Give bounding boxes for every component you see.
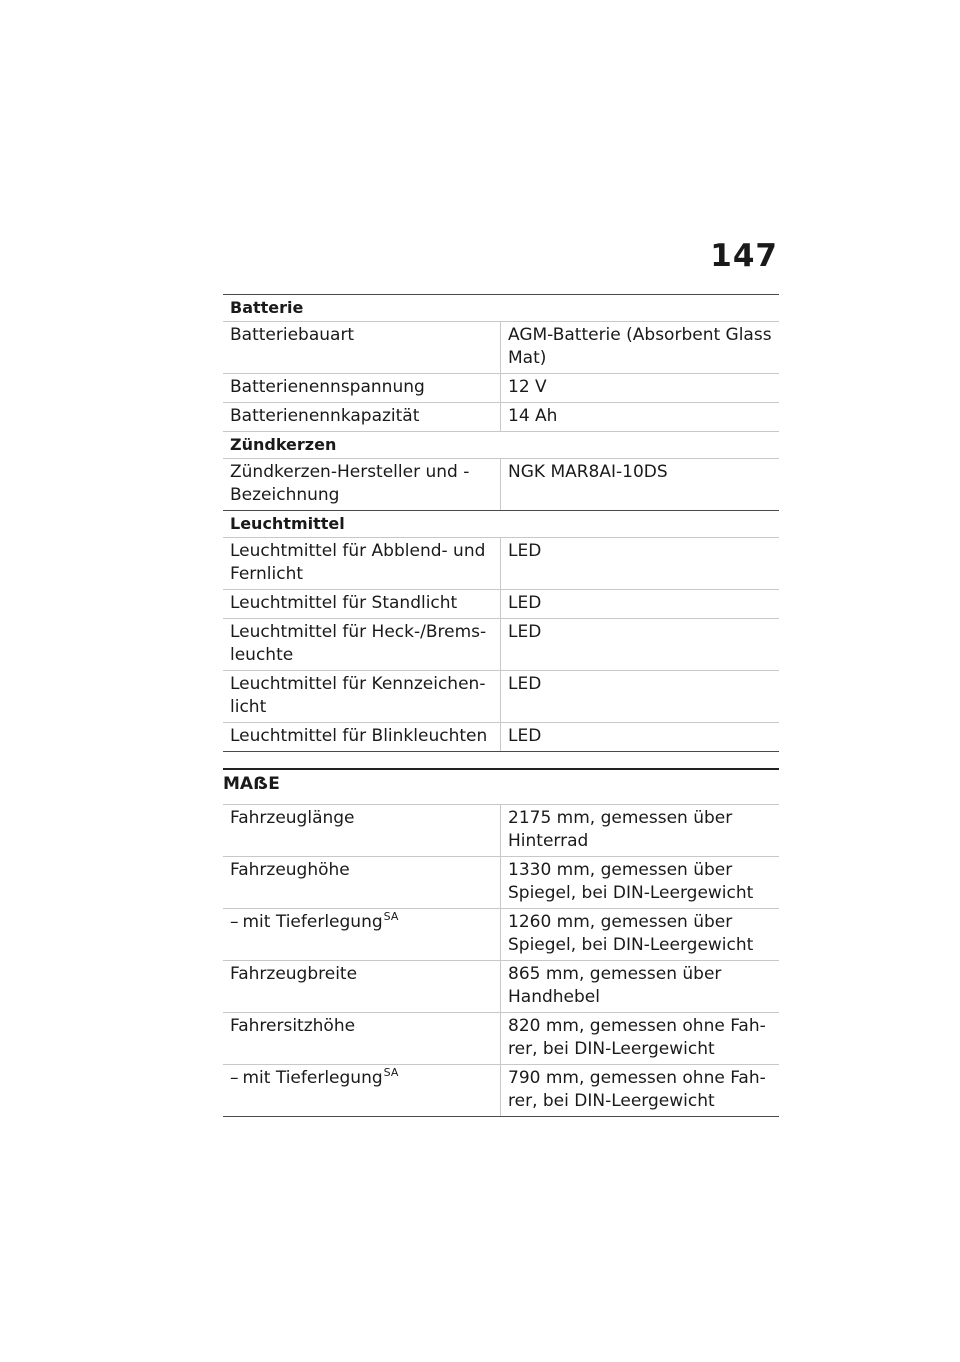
spec-key: Zündkerzen-Hersteller und -Bezeichnung [223, 459, 501, 511]
spec-key-sub [223, 1065, 501, 1117]
spec-value: 1330 mm, gemessen über Spiegel, bei DIN-Leergewicht [501, 857, 780, 909]
spec-value: LED [501, 619, 780, 671]
spec-value: 820 mm, gemessen ohne Fah-rer, bei DIN-Leergewicht [501, 1013, 780, 1065]
table-row [223, 590, 779, 619]
table-row [223, 1065, 779, 1117]
spec-key: Batterienennspannung [223, 374, 501, 403]
table-row [223, 671, 779, 723]
dash-bullet: – [230, 912, 239, 932]
spec-table-electrical [223, 294, 779, 752]
table-row [223, 1013, 779, 1065]
spec-key-text: mit Tieferlegung [242, 912, 383, 932]
table-row [223, 961, 779, 1013]
spec-key: Leuchtmittel für Abblend- und Fernlicht [223, 538, 501, 590]
spec-content [223, 294, 779, 1117]
sa-marker: SA [383, 1066, 399, 1079]
table-row [223, 374, 779, 403]
table-row [223, 805, 779, 857]
spec-value: 790 mm, gemessen ohne Fah-rer, bei DIN-Leergewicht [501, 1065, 780, 1117]
section-header-leuchtmittel [223, 511, 779, 538]
spec-value: 2175 mm, gemessen über Hinterrad [501, 805, 780, 857]
page-number: 147 [710, 238, 778, 274]
section-title: Zündkerzen [223, 432, 779, 459]
table-row [223, 538, 779, 590]
spec-key: Fahrzeughöhe [223, 857, 501, 909]
spec-key: Batteriebauart [223, 322, 501, 374]
section-header-zuendkerzen [223, 432, 779, 459]
spec-key: Fahrzeuglänge [223, 805, 501, 857]
table-row [223, 403, 779, 432]
spec-key-text: mit Tieferlegung [242, 1068, 383, 1088]
section-title: Batterie [223, 295, 779, 322]
spec-key-sub [223, 909, 501, 961]
spec-value: LED [501, 671, 780, 723]
spec-value: LED [501, 538, 780, 590]
section-heading-text: MAẞE [223, 774, 280, 794]
spec-key: Fahrzeugbreite [223, 961, 501, 1013]
spec-key: Fahrersitzhöhe [223, 1013, 501, 1065]
table-row [223, 723, 779, 752]
spec-value: LED [501, 590, 780, 619]
table-row [223, 322, 779, 374]
spec-key: Leuchtmittel für Standlicht [223, 590, 501, 619]
table-row [223, 619, 779, 671]
table-row [223, 459, 779, 511]
table-row [223, 909, 779, 961]
section-title: Leuchtmittel [223, 511, 779, 538]
spec-value: AGM-Batterie (Absorbent Glass Mat) [501, 322, 780, 374]
section-heading-masse [223, 768, 779, 804]
spec-table-masse [223, 804, 779, 1117]
spec-value: 14 Ah [501, 403, 780, 432]
spec-key: Leuchtmittel für Blinkleuchten [223, 723, 501, 752]
dash-bullet: – [230, 1068, 239, 1088]
spec-value: 865 mm, gemessen über Handhebel [501, 961, 780, 1013]
spec-key: Batterienennkapazität [223, 403, 501, 432]
spec-value: LED [501, 723, 780, 752]
spec-value: NGK MAR8AI-10DS [501, 459, 780, 511]
table-row [223, 857, 779, 909]
spec-key: Leuchtmittel für Heck-/Brems-leuchte [223, 619, 501, 671]
spec-key: Leuchtmittel für Kennzeichen-licht [223, 671, 501, 723]
spec-value: 12 V [501, 374, 780, 403]
sa-marker: SA [383, 910, 399, 923]
section-header-batterie [223, 295, 779, 322]
spec-value: 1260 mm, gemessen über Spiegel, bei DIN-Leergewicht [501, 909, 780, 961]
